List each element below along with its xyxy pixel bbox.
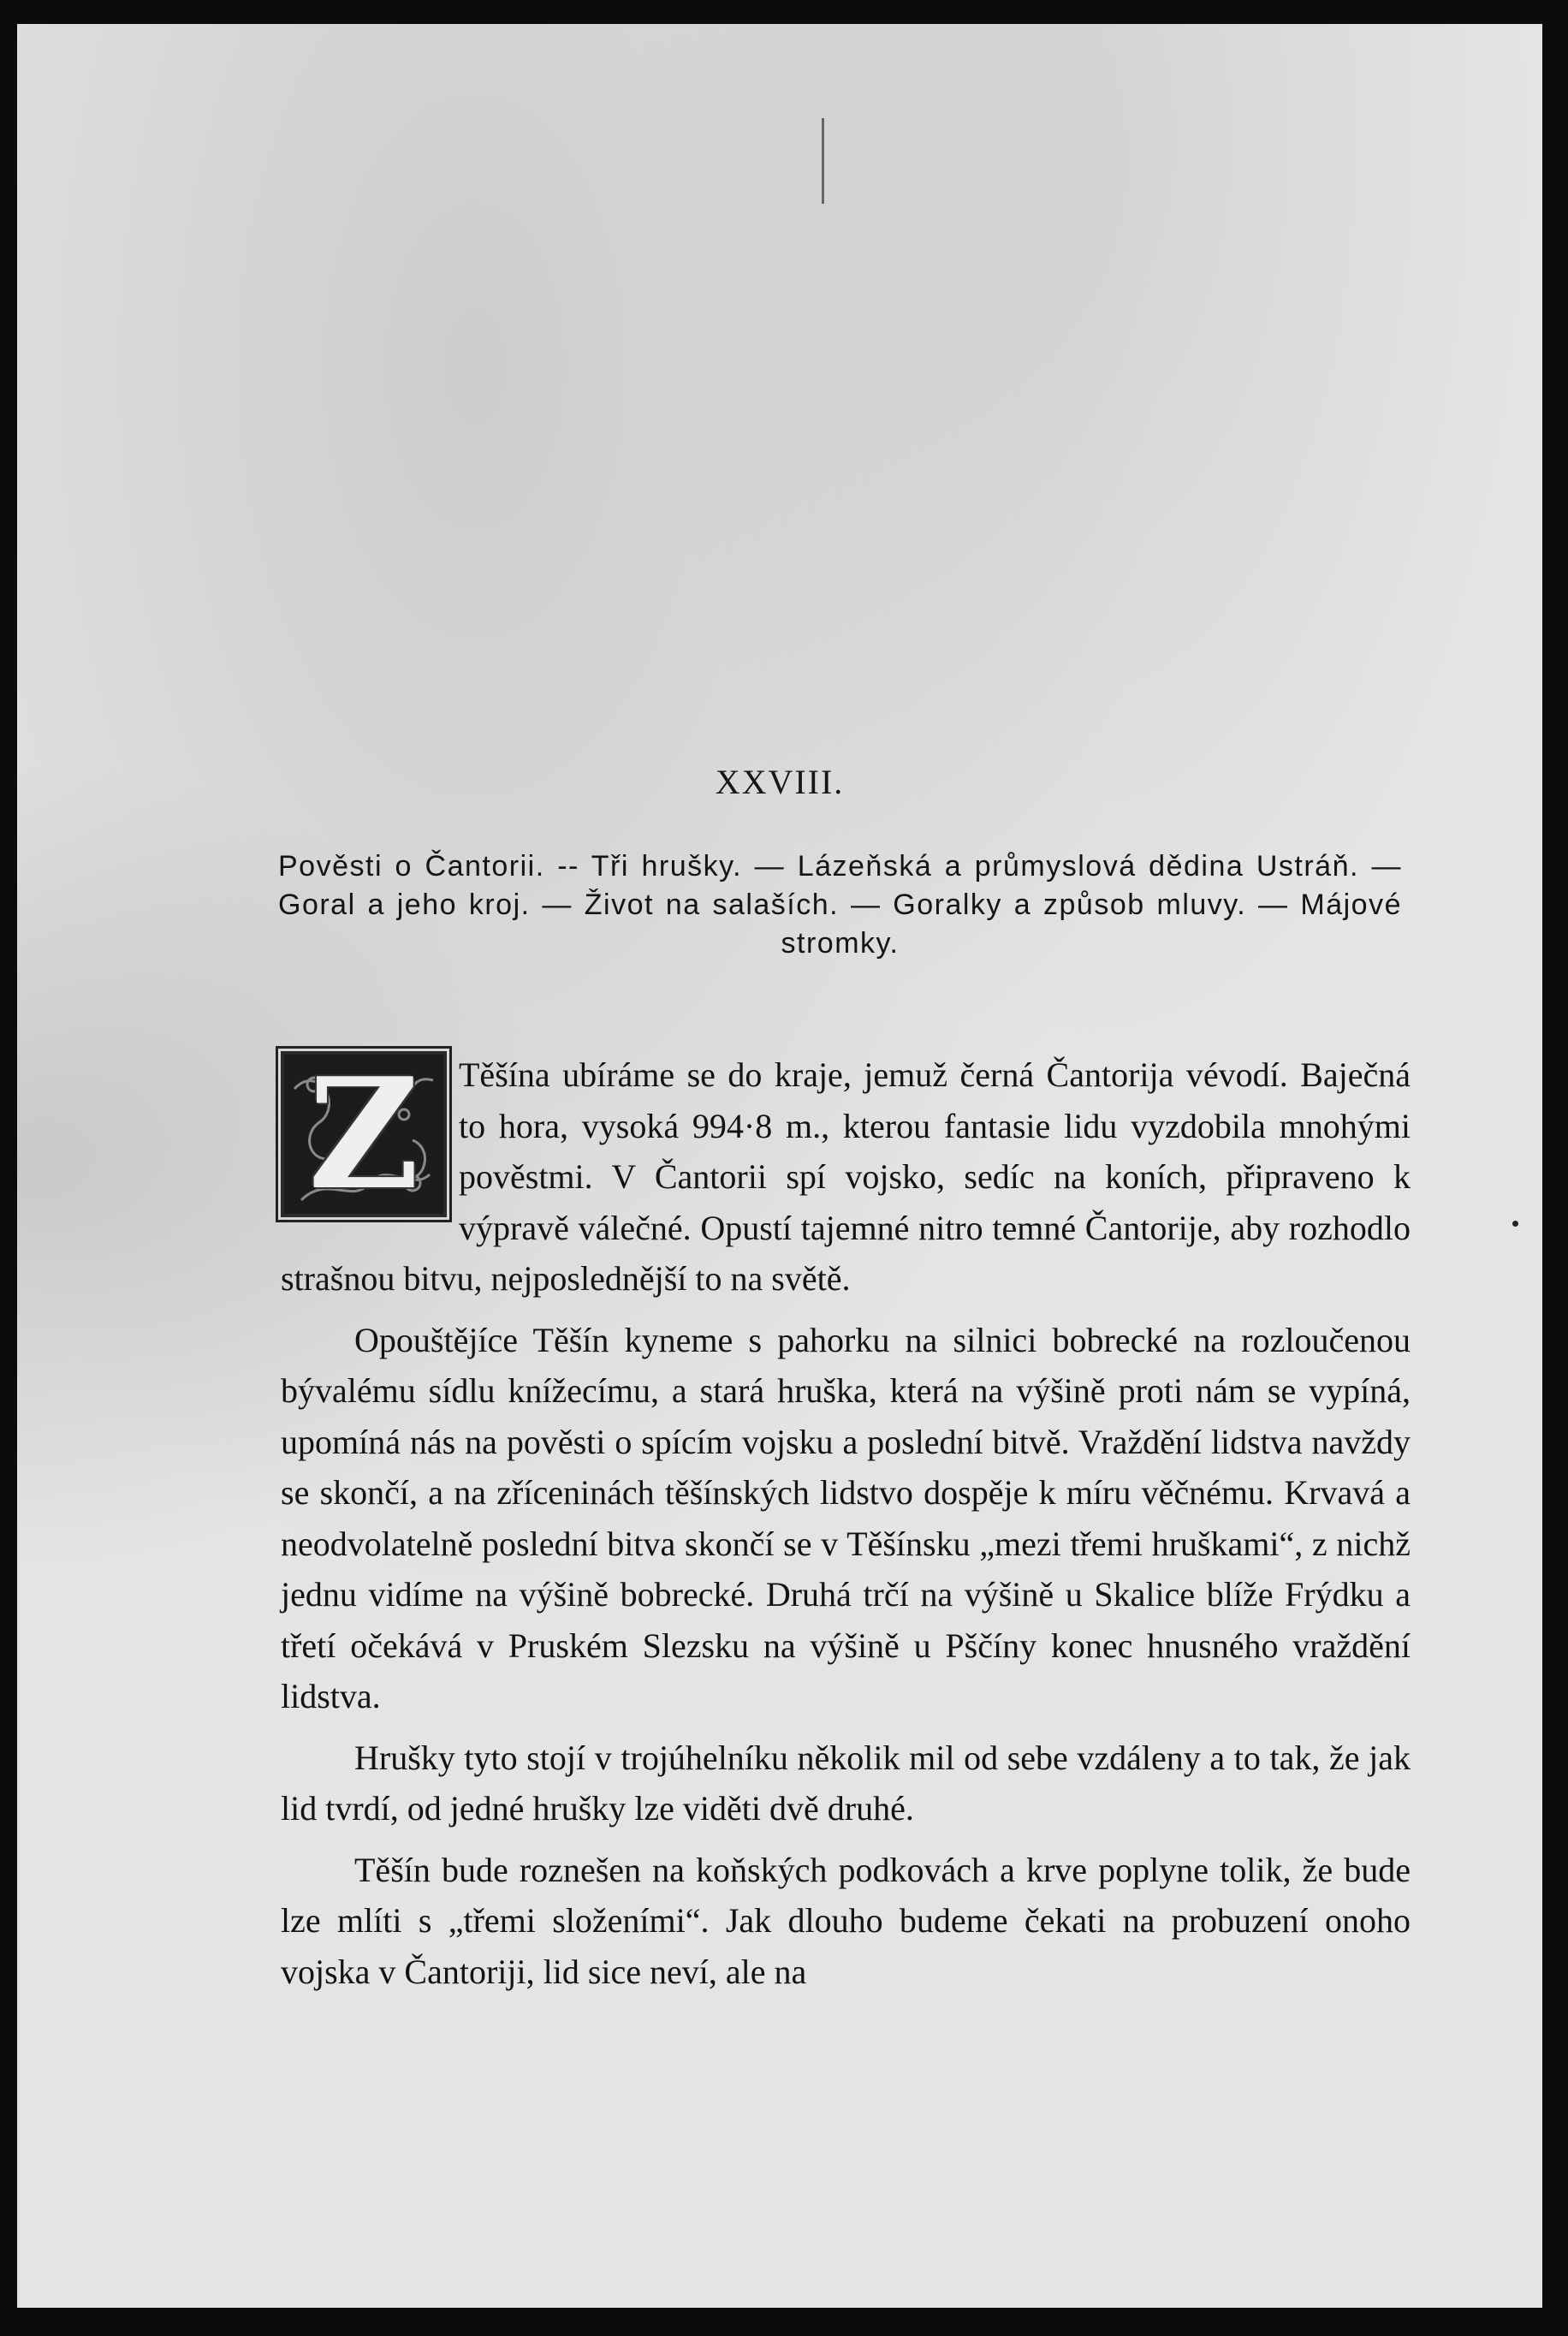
- chapter-summary: Pověsti o Čantorii. -- Tři hrušky. — Lázeňská a průmyslová dědina Ustráň. — Goral a jeho kroj. — Život na salaších. — Goralky a způsob mluvy. — Májové stromky.: [278, 850, 1402, 960]
- paragraph-1: [281, 1044, 1411, 1305]
- initial-letter: Z: [308, 1044, 419, 1223]
- paragraph-1-text: Těšína ubíráme se do kraje, jemuž černá Čantorija vévodí. Baječná to hora, vysoká 994·8 m., kterou fantasie lidu vyzdobila mnohými pověstmi. V Čantorii spí vojsko, sedíc na koních, připraveno k výpravě válečné. Opustí tajemné nitro temné Čantorije, aby rozhodlo strašnou bitvu, nejposlednější to na světě.: [281, 1055, 1411, 1298]
- scan-mark: [822, 118, 824, 204]
- paragraph-2: Opouštějíce Těšín kyneme s pahorku na silnici bobrecké na rozloučenou bývalému sídlu knížecímu, a stará hruška, která na výšině proti nám se vypíná, upomíná nás na pověsti o spícím vojsku a poslední bitvě. Vraždění lidstva navždy se skončí, a na zříceninách těšínských lidstvo dospěje k míru věčnému. Krvavá a neodvolatelně poslední bitva skončí se v Těšínsku „mezi třemi hruškami“, z nichž jednu vidíme na výšině bobrecké. Druhá trčí na výšině u Skalice blíže Frýdku a třetí očekává v Pruském Slezsku na výšině u Pščíny konec hnusného vraždění lidstva.: [281, 1320, 1411, 1715]
- book-page: [17, 24, 1542, 2308]
- scan-dot: [1512, 1221, 1518, 1227]
- chapter-number: XXVIII.: [715, 763, 845, 801]
- paragraph-4: Těšín bude roznešen na koňských podkovách a krve poplyne tolik, že bude lze mlíti s „třemi složeními“. Jak dlouho budeme čekati na probuzení onoho vojska v Čantoriji, lid sice neví, ale na: [281, 1850, 1411, 1991]
- body-text: [281, 1044, 1411, 2007]
- decorative-initial: [281, 1044, 447, 1223]
- paragraph-3: Hrušky tyto stojí v trojúhelníku několik mil od sebe vzdáleny a to tak, že jak lid tvrdí, od jedné hrušky lze viděti dvě druhé.: [281, 1738, 1411, 1828]
